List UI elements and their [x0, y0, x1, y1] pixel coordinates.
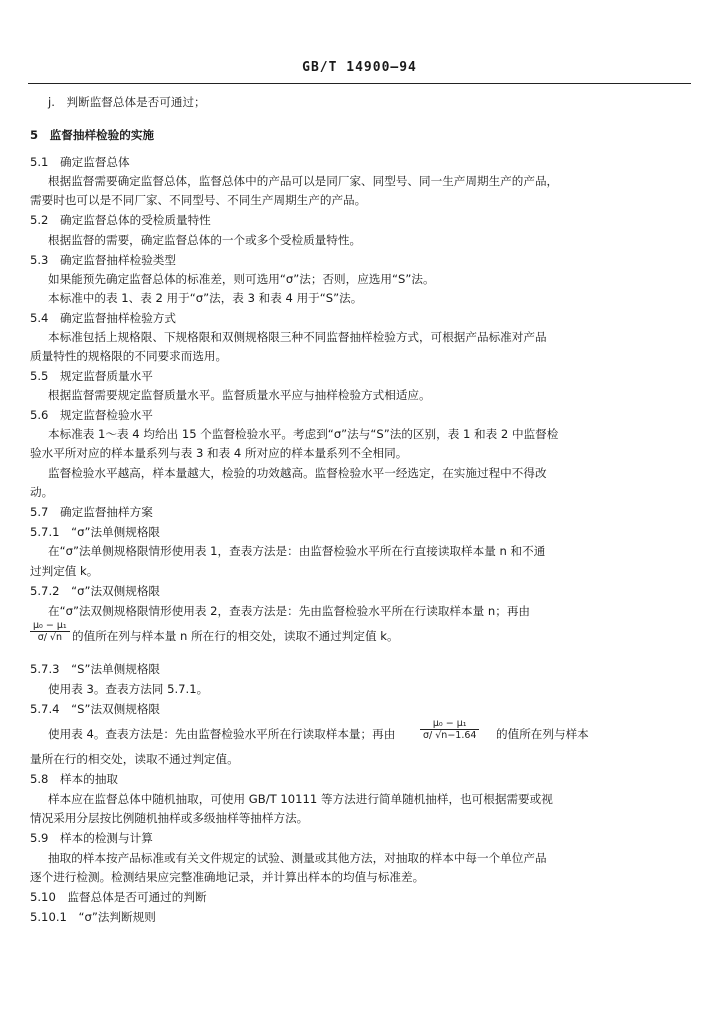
- section-5-2-heading: 5.2 确定监督总体的受检质量特性: [30, 213, 211, 227]
- paragraph-line: 验水平所对应的样本量系列与表 3 和表 4 所对应的样本量系列不全相同。: [30, 446, 408, 460]
- section-5-7-2-heading: 5.7.2 “σ”法双侧规格限: [30, 584, 161, 598]
- paragraph-line: 本标准中的表 1、表 2 用于“σ”法，表 3 和表 4 用于“S”法。: [48, 291, 363, 305]
- fraction-denominator: σ/ √n: [37, 632, 63, 643]
- paragraph-line: 本标准包括上规格限、下规格限和双侧规格限三种不同监督抽样检验方式，可根据产品标准对产品: [48, 330, 547, 344]
- paragraph-line: 本标准表 1～表 4 均给出 15 个监督检验水平。考虑到“σ”法与“S”法的区别，表 1 和表 2 中监督检: [48, 427, 559, 441]
- section-5-7-3-heading: 5.7.3 “S”法单侧规格限: [30, 662, 161, 676]
- paragraph-line: 质量特性的规格限的不同要求而选用。: [30, 349, 228, 363]
- fraction-numerator: μ₀ − μ₁: [420, 718, 479, 730]
- section-5-7-1-heading: 5.7.1 “σ”法单侧规格限: [30, 525, 161, 539]
- paragraph-line: 如果能预先确定监督总体的标准差，则可选用“σ”法；否则，应选用“S”法。: [48, 272, 435, 286]
- paragraph-line: 使用表 4。查表方法是：先由监督检验水平所在行读取样本量；再由: [48, 727, 396, 741]
- section-5-6-heading: 5.6 规定监督检验水平: [30, 408, 153, 422]
- paragraph-line: 在“σ”法单侧规格限情形使用表 1，查表方法是：由监督检验水平所在行直接读取样本量 n 和不通: [48, 544, 546, 558]
- section-5-5-heading: 5.5 规定监督质量水平: [30, 369, 153, 383]
- section-5-10-1-heading: 5.10.1 “σ”法判断规则: [30, 910, 156, 924]
- paragraph-line: 根据监督的需要，确定监督总体的一个或多个受检质量特性。: [48, 233, 362, 247]
- section-5-heading: 5 监督抽样检验的实施: [30, 128, 155, 142]
- section-5-10-heading: 5.10 监督总体是否可通过的判断: [30, 890, 207, 904]
- formula-fraction-1: [30, 620, 70, 643]
- paragraph-line: 逐个进行检测。检测结果应完整准确地记录，并计算出样本的均值与标准差。: [30, 870, 425, 884]
- paragraph-line: 过判定值 k。: [30, 564, 99, 578]
- standard-number-header: GB/T 14900—94: [302, 60, 417, 75]
- section-5-7-4-heading: 5.7.4 “S”法双侧规格限: [30, 702, 161, 716]
- paragraph-line: 监督检验水平越高，样本量越大，检验的功效越高。监督检验水平一经选定，在实施过程中不得改: [48, 466, 547, 480]
- paragraph-line: 需要时也可以是不同厂家、不同型号、不同生产周期生产的产品。: [30, 193, 367, 207]
- paragraph-line: 的值所在列与样本量 n 所在行的相交处，读取不通过判定值 k。: [72, 629, 399, 643]
- header-rule: [28, 83, 691, 84]
- list-item-j: j. 判断监督总体是否可通过；: [48, 95, 206, 109]
- paragraph-line: 样本应在监督总体中随机抽取，可使用 GB/T 10111 等方法进行简单随机抽样，也可根据需要或视: [48, 792, 553, 806]
- section-5-9-heading: 5.9 样本的检测与计算: [30, 831, 153, 845]
- paragraph-line: 根据监督需要确定监督总体，监督总体中的产品可以是同厂家、同型号、同一生产周期生产的产品，: [48, 174, 559, 188]
- paragraph-line: 动。: [30, 485, 54, 499]
- section-5-7-heading: 5.7 确定监督抽样方案: [30, 505, 153, 519]
- section-5-1-heading: 5.1 确定监督总体: [30, 155, 130, 169]
- fraction-numerator: μ₀ − μ₁: [30, 620, 70, 632]
- formula-fraction-2: [420, 718, 479, 741]
- paragraph-line: 量所在行的相交处，读取不通过判定值。: [30, 752, 239, 766]
- fraction-denominator: σ/ √n−1.64: [423, 730, 477, 741]
- section-5-8-heading: 5.8 样本的抽取: [30, 772, 119, 786]
- section-5-4-heading: 5.4 确定监督抽样检验方式: [30, 311, 176, 325]
- paragraph-line: 抽取的样本按产品标准或有关文件规定的试验、测量或其他方法，对抽取的样本中每一个单位产品: [48, 851, 547, 865]
- paragraph-line: 的值所在列与样本: [496, 727, 589, 741]
- section-5-3-heading: 5.3 确定监督抽样检验类型: [30, 253, 176, 267]
- paragraph-line: 在“σ”法双侧规格限情形使用表 2，查表方法是：先由监督检验水平所在行读取样本量 n；再由: [48, 604, 531, 618]
- paragraph-line: 使用表 3。查表方法同 5.7.1。: [48, 682, 209, 696]
- paragraph-line: 根据监督需要规定监督质量水平。监督质量水平应与抽样检验方式相适应。: [48, 388, 431, 402]
- paragraph-line: 情况采用分层按比例随机抽样或多级抽样等抽样方法。: [30, 811, 309, 825]
